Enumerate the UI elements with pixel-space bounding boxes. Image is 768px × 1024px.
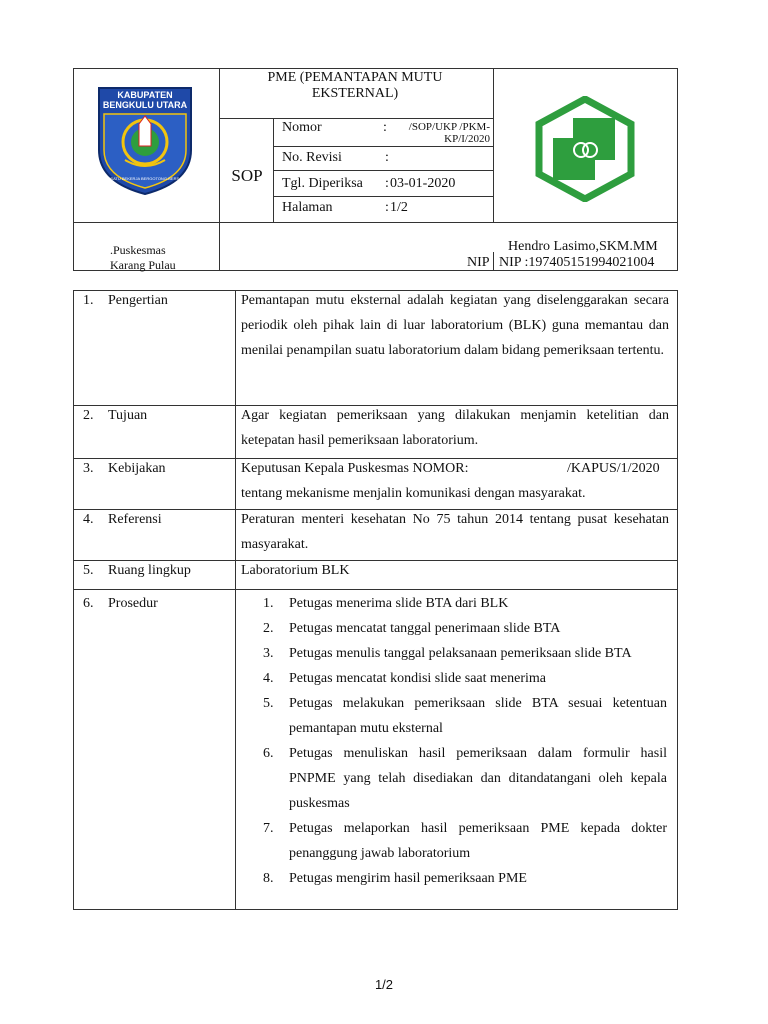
list-item: 7. Petugas melaporkan hasil pemeriksaan PME kepada dokter penanggung jawab laboratorium: [263, 821, 667, 861]
section-kebijakan: [73, 459, 677, 509]
section-prosedur: [73, 590, 677, 909]
section-number: 3.: [83, 461, 94, 476]
section-text: Pemantapan mutu eksternal adalah kegiatan yang diselenggarakan secara periodik oleh pihak lain di luar laboratorium (BLK) guna memantau dan menilai penampilan suatu laboratorium dalam bidang pemeriksaan tertentu.: [241, 293, 669, 358]
section-text-c: tentang mekanisme menjalin komunikasi dengan masyarakat.: [241, 486, 586, 501]
list-item: 5. Petugas melakukan pemeriksaan slide BTA sesuai ketentuan pemantapan mutu eksternal: [263, 696, 667, 736]
field-nomor-sep: :: [383, 120, 387, 135]
regency-logo-text-2: BENGKULU UTARA: [102, 100, 188, 110]
field-diperiksa-label: Tgl. Diperiksa: [282, 176, 363, 191]
list-item: 1. Petugas menerima slide BTA dari BLK: [263, 596, 509, 611]
section-number: 2.: [83, 408, 94, 423]
nip-label-left: NIP: [467, 255, 490, 270]
section-ruang-lingkup: [73, 561, 677, 589]
section-label: Prosedur: [108, 596, 158, 611]
list-item: 8. Petugas mengirim hasil pemeriksaan PME: [263, 871, 527, 886]
puskesmas-logo: [535, 96, 635, 202]
section-text: Laboratorium BLK: [241, 563, 350, 578]
list-item: 2. Petugas mencatat tanggal penerimaan slide BTA: [263, 621, 561, 636]
institution-line-1: .Puskesmas: [110, 243, 166, 257]
field-diperiksa-sep: :: [385, 176, 389, 191]
section-label: Kebijakan: [108, 461, 166, 476]
section-tujuan: [73, 406, 677, 458]
page-number: 1/2: [374, 977, 394, 992]
field-revisi-sep: :: [385, 150, 389, 165]
section-text-a: Keputusan Kepala Puskesmas NOMOR:: [241, 461, 469, 476]
section-text-b: /KAPUS/1/2020: [567, 461, 660, 476]
section-pengertian: [73, 291, 677, 405]
sop-label: SOP: [231, 166, 263, 185]
field-nomor-value: /SOP/UKP /PKM-KP/I/2020: [408, 121, 490, 145]
field-halaman-label: Halaman: [282, 200, 333, 215]
field-halaman-sep: :: [385, 200, 389, 215]
section-label: Ruang lingkup: [108, 563, 191, 578]
section-number: 1.: [83, 293, 94, 308]
section-label: Pengertian: [108, 293, 168, 308]
institution-line-2: Karang Pulau: [110, 258, 176, 272]
regency-logo-text-1: KABUPATEN: [117, 90, 173, 100]
section-label: Tujuan: [108, 408, 148, 423]
regency-logo: [95, 84, 195, 196]
list-item: 6. Petugas menuliskan hasil pemeriksaan dalam formulir hasil PNPME yang telah disediakan dan ditandatangani oleh kepala puskesmas: [263, 746, 667, 811]
field-diperiksa-value: 03-01-2020: [390, 176, 456, 191]
procedure-list: [263, 591, 667, 891]
section-label: Referensi: [108, 512, 162, 527]
field-revisi-label: No. Revisi: [282, 150, 342, 165]
section-text: Peraturan menteri kesehatan No 75 tahun 2014 tentang pusat kesehatan masyarakat.: [241, 512, 669, 552]
section-number: 6.: [83, 596, 94, 611]
regency-motto: BERSATU BEKERJA BERGOTONG-BERSAMA: [102, 176, 188, 181]
field-halaman-value: 1/2: [390, 200, 408, 215]
section-number: 4.: [83, 512, 94, 527]
list-item: 4. Petugas mencatat kondisi slide saat menerima: [263, 671, 546, 686]
document-title: PME (PEMANTAPAN MUTU EKSTERNAL): [267, 70, 443, 101]
section-referensi: [73, 510, 677, 560]
section-number: 5.: [83, 563, 94, 578]
section-text: Agar kegiatan pemeriksaan yang dilakukan menjamin ketelitian dan ketepatan hasil pemeriksaan laboratorium.: [241, 408, 669, 448]
field-nomor-label: Nomor: [282, 120, 322, 135]
list-item: 3. Petugas menulis tanggal pelaksanaan pemeriksaan slide BTA: [263, 646, 632, 661]
signer-nip: NIP :197405151994021004: [499, 255, 655, 270]
signer-name: Hendro Lasimo,SKM.MM: [508, 239, 658, 254]
